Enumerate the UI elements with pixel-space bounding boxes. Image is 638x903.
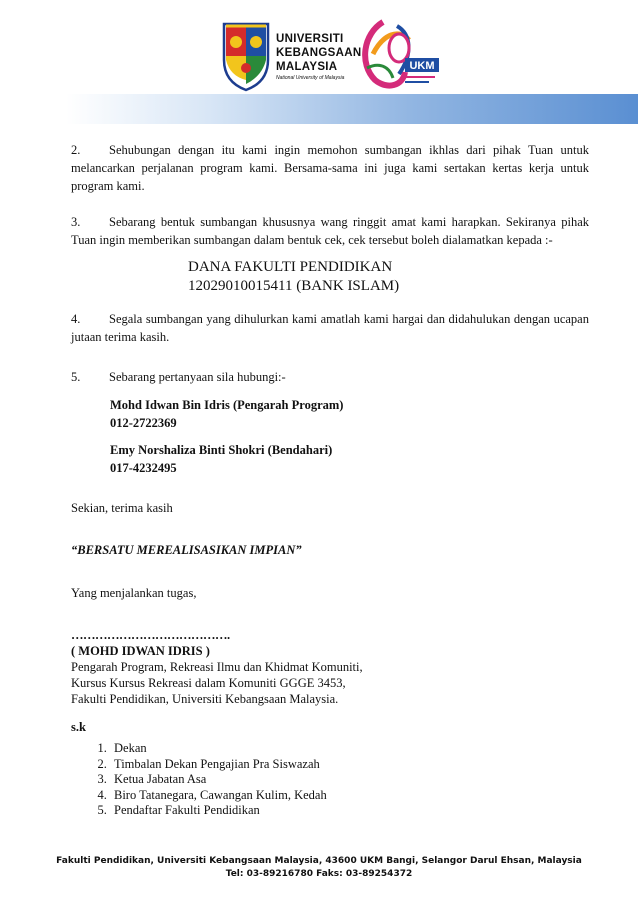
paragraph-2-number: 2.: [71, 143, 81, 157]
signature-block: [71, 627, 363, 707]
signatory-name: ( MOHD IDWAN IDRIS ): [71, 644, 210, 658]
paragraph-5: [71, 368, 589, 386]
signatory-title-line-1: Pengarah Program, Rekreasi Ilmu dan Khidmat Komuniti,: [71, 660, 363, 674]
header-gradient-band: [66, 94, 638, 124]
account-name: DANA FAKULTI PENDIDIKAN: [188, 259, 393, 275]
signatory-title-line-2: Kursus Kursus Rekreasi dalam Komuniti GGGE 3453,: [71, 676, 346, 690]
signature-dots: ………………………………….: [71, 628, 230, 642]
cc-label: s.k: [71, 720, 86, 734]
paragraph-4: [71, 310, 589, 346]
paragraph-3-number: 3.: [71, 215, 81, 229]
duty-line: Yang menjalankan tugas,: [71, 586, 197, 600]
paragraph-3: [71, 213, 589, 249]
contact-1-name: Mohd Idwan Bin Idris (Pengarah Program): [110, 398, 344, 412]
signatory-title-line-3: Fakulti Pendidikan, Universiti Kebangsaan Malaysia.: [71, 692, 339, 706]
footer-address: Fakulti Pendidikan, Universiti Kebangsaan Malaysia, 43600 UKM Bangi, Selangor Darul Ehsan, Malaysia: [56, 856, 582, 866]
contact-1: [110, 396, 343, 432]
paragraph-5-number: 5.: [71, 370, 81, 384]
contact-1-phone: 012-2722369: [110, 416, 177, 430]
university-subtitle: National University of Malaysia: [276, 75, 345, 81]
ukm-crest-logo: [222, 20, 270, 92]
ukm-anniversary-logo: [353, 14, 445, 98]
cc-item: 1. Dekan: [110, 741, 327, 757]
paragraph-4-number: 4.: [71, 312, 81, 326]
university-name-line-3: MALAYSIA: [276, 61, 338, 73]
paragraph-2-text: Sehubungan dengan itu kami ingin memohon sumbangan ikhlas dari pihak Tuan untuk melancarkan perjalanan program kami. Bersama-sama ini juga kami sertakan kertas kerja untuk program kami.: [71, 143, 589, 193]
closing-text: Sekian, terima kasih: [71, 501, 173, 515]
account-number: 12029010015411 (BANK ISLAM): [188, 278, 400, 294]
contact-2: [110, 441, 332, 477]
cc-item: 5. Pendaftar Fakulti Pendidikan: [110, 803, 327, 819]
contact-2-name: Emy Norshaliza Binti Shokri (Bendahari): [110, 443, 333, 457]
university-name-block: [276, 32, 361, 82]
footer: [0, 855, 638, 881]
paragraph-5-text: Sebarang pertanyaan sila hubungi:-: [109, 370, 286, 384]
paragraph-4-text: Segala sumbangan yang dihulurkan kami amatlah kami hargai dan didahulukan dengan ucapan jutaan terima kasih.: [71, 312, 589, 344]
cc-item: 2. Timbalan Dekan Pengajian Pra Siswazah: [110, 757, 327, 773]
paragraph-2: [71, 141, 589, 195]
motto: “BERSATU MEREALISASIKAN IMPIAN”: [71, 543, 302, 557]
university-name-line-2: KEBANGSAAN: [276, 47, 362, 59]
cc-item: 3. Ketua Jabatan Asa: [110, 772, 327, 788]
paragraph-3-text: Sebarang bentuk sumbangan khususnya wang ringgit amat kami harapkan. Sekiranya pihak Tuan ingin memberikan sumbangan dalam bentuk cek, cek tersebut boleh dialamatkan kepada :-: [71, 215, 589, 247]
footer-contact: Tel: 03-89216780 Faks: 03-89254372: [225, 869, 413, 879]
account-details: [188, 258, 399, 296]
contact-2-phone: 017-4232495: [110, 461, 177, 475]
anniversary-label: UKM: [409, 60, 435, 72]
university-name-line-1: UNIVERSITI: [276, 33, 344, 45]
cc-list: [70, 741, 327, 819]
cc-item: 4. Biro Tatanegara, Cawangan Kulim, Kedah: [110, 788, 327, 804]
